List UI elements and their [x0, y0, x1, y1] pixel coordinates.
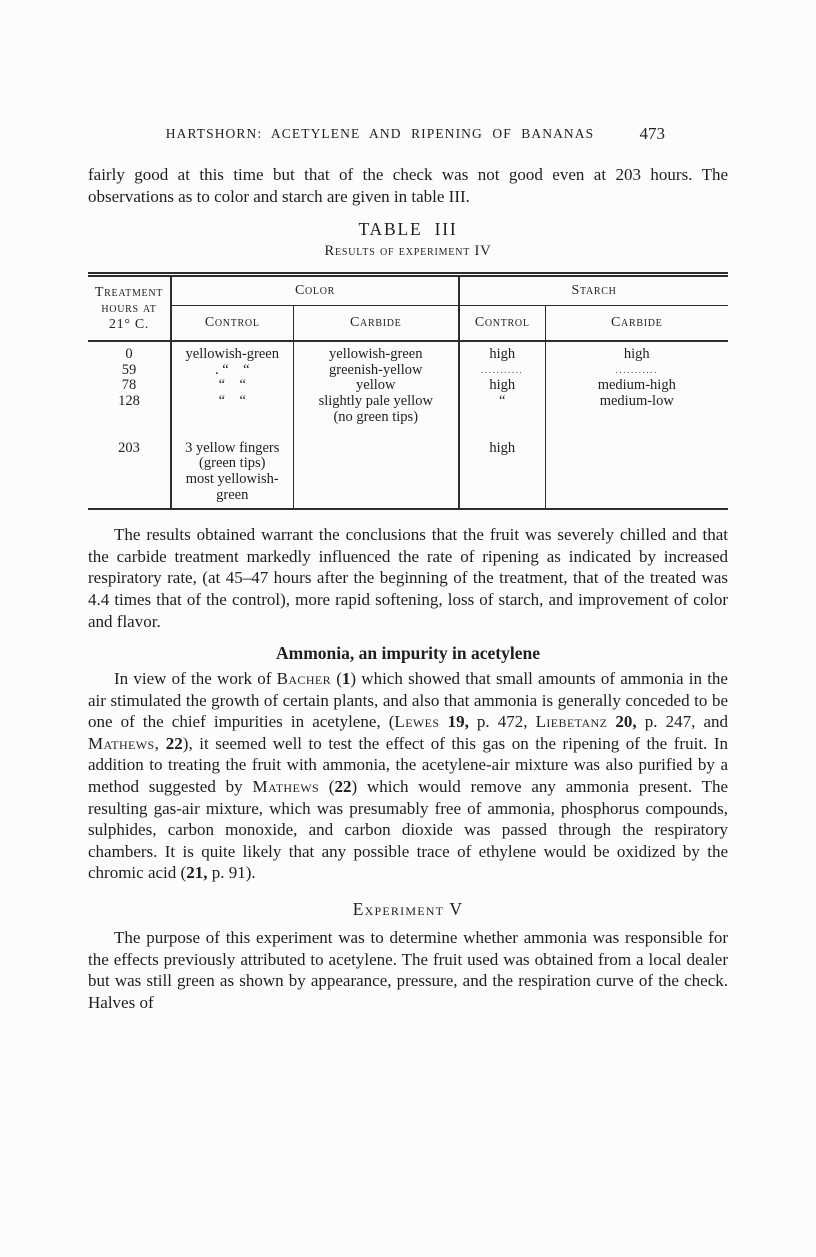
- header-row-groups: [88, 275, 728, 306]
- table-col-hours: 0 59 78 128 203: [88, 341, 171, 509]
- header-row-subcolumns: [88, 306, 728, 342]
- section-heading-ammonia: Ammonia, an impurity in acetylene: [276, 643, 540, 664]
- table-body-row: [88, 341, 728, 509]
- paragraph-experiment-v: The purpose of this experiment was to determine whether ammonia was responsible for the effects previously attributed to acetylene. The fruit used was obtained from a local dealer but was still green as shown by appearance, pressure, and the respiration curve of the check. Halves of: [88, 928, 728, 1012]
- col-header-color-control: Control: [171, 306, 293, 342]
- table-col-starch-control: high ........... high “ high: [459, 341, 545, 509]
- col-group-color: Color: [171, 275, 459, 306]
- section-heading-experiment-v: Experiment V: [352, 899, 464, 920]
- col-header-treatment-hours: Treatment hours at 21° C.: [88, 275, 171, 342]
- col-group-starch: Starch: [459, 275, 728, 306]
- results-table: [88, 272, 728, 510]
- col-header-starch-carbide: Carbide: [545, 306, 728, 342]
- table-title: TABLE III: [358, 219, 458, 240]
- paragraph-results: The results obtained warrant the conclusions that the fruit was severely chilled and that the carbide treatment markedly influenced the rate of ripening as indicated by increased respiratory rate, (at 45–47 hours after the beginning of the treatment, that of the treated was 4.4 times that of the control), more rapid softening, loss of starch, and improvement of color and flavor.: [88, 525, 728, 631]
- col-header-starch-control: Control: [459, 306, 545, 342]
- table-col-color-control: yellowish-green . “ “ “ “ “ “ 3 yellow fingers (green tips) most yellowish- green: [171, 341, 293, 509]
- table-col-starch-carbide: high ........... medium-high medium-low: [597, 346, 676, 409]
- table-subtitle: Results of experiment IV: [324, 243, 492, 260]
- running-head: [88, 0, 728, 146]
- paragraph-intro: fairly good at this time but that of the check was not good even at 203 hours. The observations as to color and starch are given in table III.: [88, 165, 728, 206]
- page-number: 473: [639, 124, 665, 143]
- paragraph-ammonia: In view of the work of Bacher (1) which showed that small amounts of ammonia in the air stimulated the growth of certain plants, and also that ammonia is generally conceded to be one of the chief impurities in acetylene, (Lewes 19, p. 472, Liebetanz 20, p. 247, and Mathews, 22), it seemed well to test the effect of this gas on the ripening of the fruit. In addition to treating the fruit with ammonia, the acetylene-air mixture was also purified by a method suggested by Mathews (22) which would remove any ammonia present. The resulting gas-air mixture, which was presumably free of ammonia, phosphorus compounds, sulphides, carbon monoxide, and carbon dioxide was passed through the respiratory chambers. It is quite likely that any possible trace of ethylene would be oxidized by the chromic acid (21, p. 91).: [88, 669, 729, 883]
- results-table-body: [88, 341, 728, 509]
- results-table-header: [88, 275, 728, 342]
- table-col-color-carbide: yellowish-green greenish-yellow yellow slightly pale yellow (no green tips): [293, 341, 459, 509]
- col-header-color-carbide: Carbide: [293, 306, 459, 342]
- running-head-title: HARTSHORN: ACETYLENE AND RIPENING OF BANANAS: [165, 126, 595, 141]
